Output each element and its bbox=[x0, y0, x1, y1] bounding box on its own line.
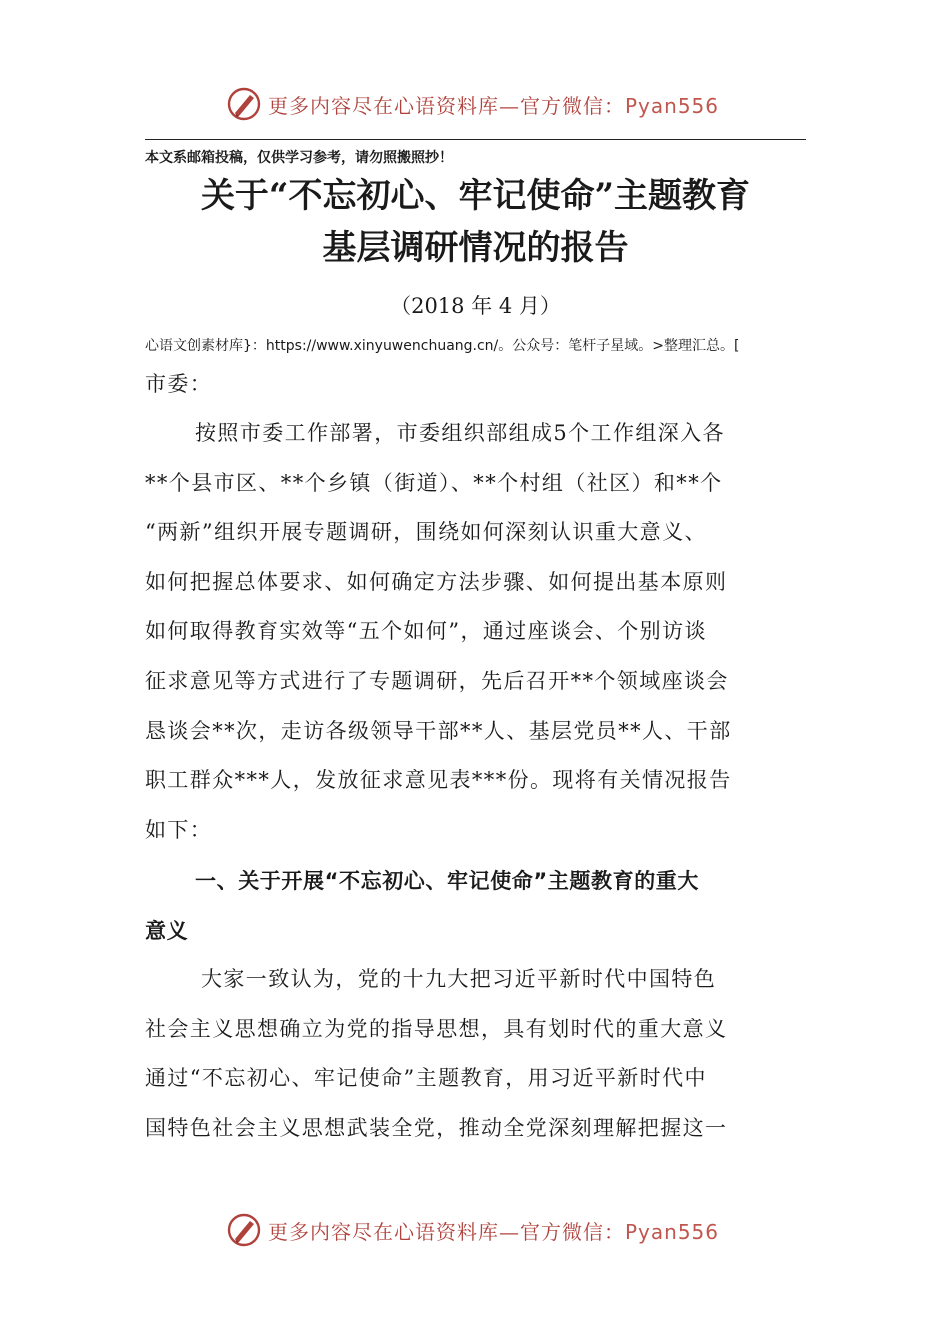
pen-circle-icon bbox=[226, 86, 262, 122]
header-watermark bbox=[226, 84, 719, 124]
paragraph-line: 按照市委工作部署，市委组织部组成5个工作组深入各 bbox=[195, 421, 725, 445]
paragraph-line: 如下： bbox=[145, 817, 213, 842]
paragraph-line: “两新”组织开展专题调研，围绕如何深刻认识重大意义、 bbox=[145, 520, 707, 545]
document-title-line-1: 关于“不忘初心、牢记使命”主题教育 bbox=[200, 176, 751, 216]
watermark-text: 更多内容尽在心语资料库—官方微信：Pyan556 bbox=[268, 1219, 720, 1244]
paragraph-2 bbox=[145, 955, 806, 1153]
paragraph-line: 通过“不忘初心、牢记使命”主题教育，用习近平新时代中 bbox=[145, 1066, 707, 1091]
paragraph-line: 如何取得教育实效等“五个如何”，通过座谈会、个别访谈 bbox=[145, 619, 707, 644]
watermark-text: 更多内容尽在心语资料库—官方微信：Pyan556 bbox=[268, 93, 720, 118]
paragraph-1 bbox=[145, 409, 806, 855]
paragraph-line: 职工群众***人，发放征求意见表***份。现将有关情况报告 bbox=[145, 768, 732, 793]
section-1-heading: 一、关于开展“不忘初心、牢记使命”主题教育的重大 意义 bbox=[145, 869, 700, 943]
watermark-account: Pyan556 bbox=[625, 93, 720, 118]
footer-watermark bbox=[226, 1210, 719, 1250]
paragraph-line: 社会主义思想确立为党的指导思想，具有划时代的重大意义 bbox=[145, 1016, 728, 1041]
paragraph-line: **个县市区、**个乡镇（街道）、**个村组（社区）和**个 bbox=[145, 470, 723, 495]
pen-circle-icon bbox=[226, 1212, 262, 1248]
paragraph-line: 征求意见等方式进行了专题调研，先后召开**个领域座谈会 bbox=[145, 668, 729, 693]
document-date: （2018 年 4 月） bbox=[390, 294, 561, 318]
paragraph-line: 恳谈会**次，走访各级领导干部**人、基层党员**人、干部 bbox=[145, 718, 732, 743]
paragraph-line: 大家一致认为，党的十九大把习近平新时代中国特色 bbox=[201, 967, 717, 991]
document-title-line-2: 基层调研情况的报告 bbox=[322, 228, 629, 268]
watermark-account: Pyan556 bbox=[625, 1219, 720, 1244]
paragraph-line: 国特色社会主义思想武装全党，推动全党深刻理解把握这一 bbox=[145, 1115, 728, 1140]
copyright-notice: 本文系邮箱投稿，仅供学习参考，请勿照搬照抄！ bbox=[145, 150, 453, 166]
paragraph-line: 如何把握总体要求、如何确定方法步骤、如何提出基本原则 bbox=[145, 569, 728, 594]
header-divider bbox=[145, 139, 806, 140]
source-line: 心语文创素材库}：https://www.xinyuwenchuang.cn/。公众号：笔杆子星域。>整理汇总。[ bbox=[145, 338, 740, 354]
salutation: 市委： bbox=[145, 372, 213, 396]
